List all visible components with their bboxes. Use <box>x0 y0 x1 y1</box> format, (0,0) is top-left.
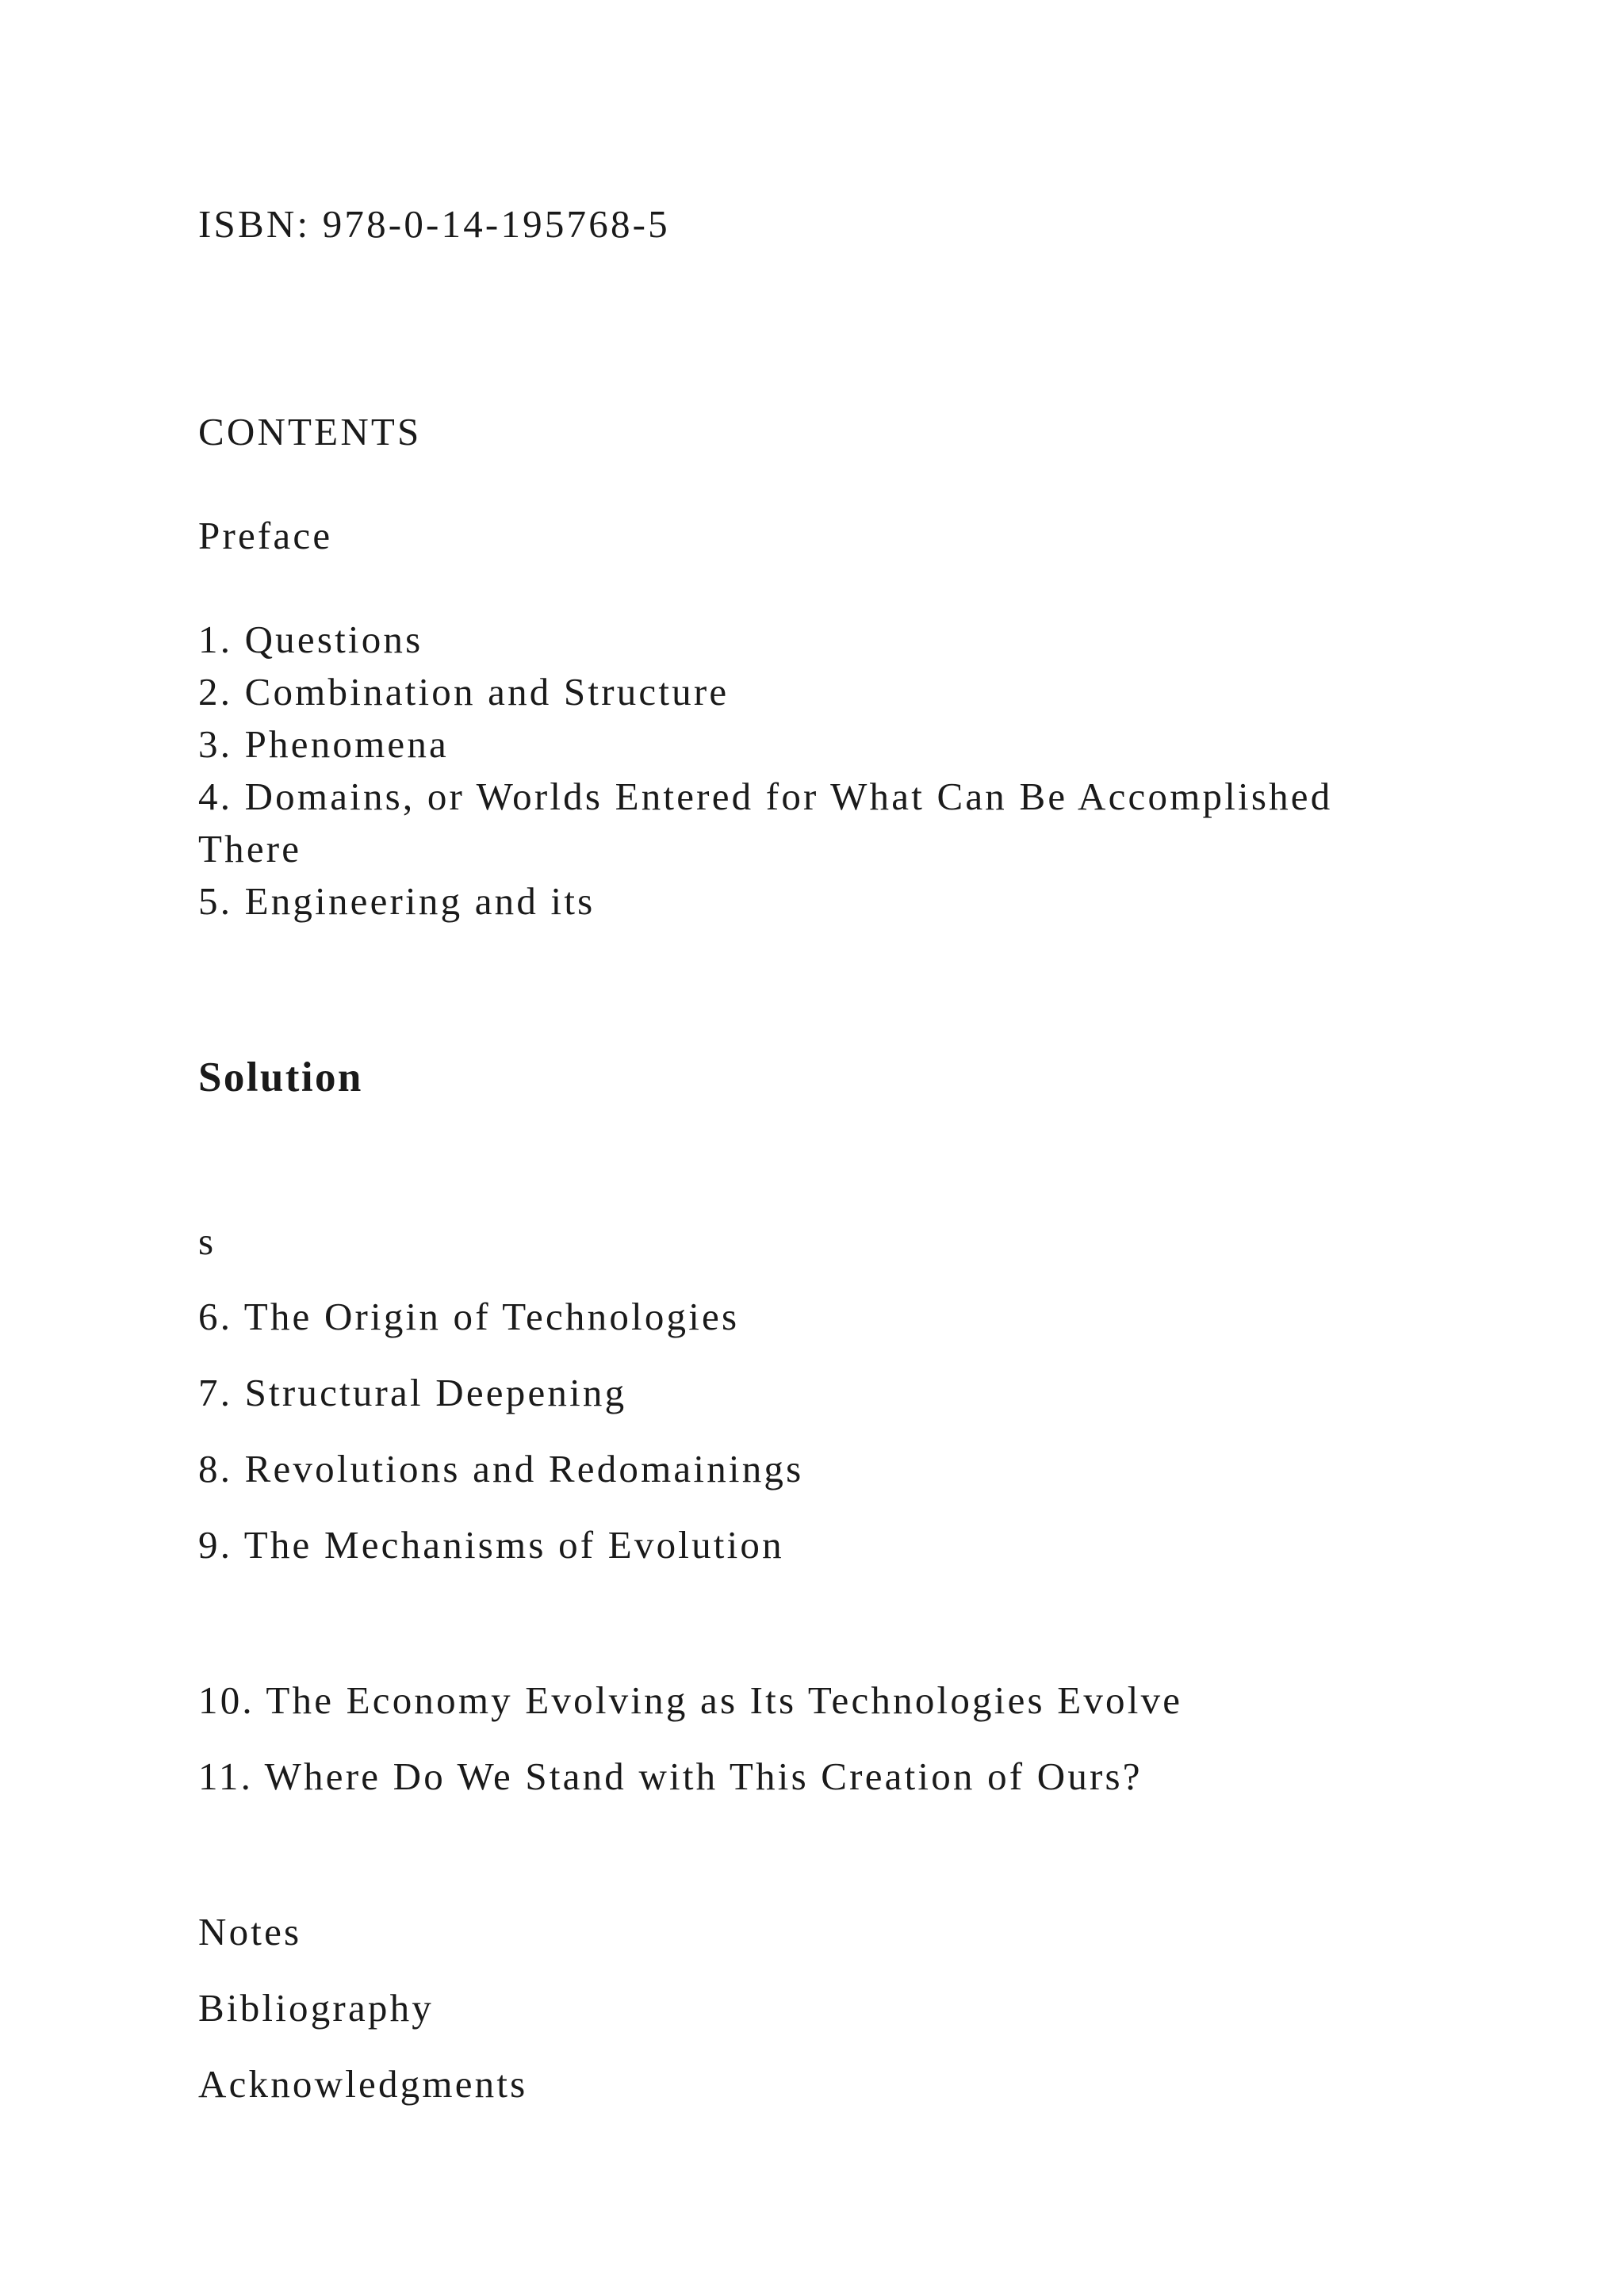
toc-chapter-8: 8. Revolutions and Redomainings <box>198 1447 804 1490</box>
toc-chapter-4: 4. Domains, or Worlds Entered for What Can Be Accomplished <box>198 775 1333 818</box>
contents-heading: CONTENTS <box>198 410 422 453</box>
toc-chapter-1: 1. Questions <box>198 618 423 661</box>
toc-chapter-3: 3. Phenomena <box>198 722 450 766</box>
solution-heading: Solution <box>198 1054 363 1100</box>
toc-chapter-2: 2. Combination and Structure <box>198 670 730 714</box>
isbn-line: ISBN: 978-0-14-195768-5 <box>198 202 670 246</box>
toc-chapter-7: 7. Structural Deepening <box>198 1371 627 1414</box>
toc-chapter-10: 10. The Economy Evolving as Its Technologies Evolve <box>198 1678 1183 1722</box>
toc-acknowledgments: Acknowledgments <box>198 2062 528 2106</box>
toc-chapter-6: 6. The Origin of Technologies <box>198 1295 740 1338</box>
toc-preface: Preface <box>198 514 333 557</box>
toc-chapter-11: 11. Where Do We Stand with This Creation of Ours? <box>198 1755 1143 1798</box>
stray-s-text: s <box>198 1219 216 1263</box>
toc-chapter-4-continued: There <box>198 827 302 871</box>
toc-bibliography: Bibliography <box>198 1986 434 2030</box>
toc-chapter-5: 5. Engineering and its <box>198 879 596 923</box>
toc-chapter-9: 9. The Mechanisms of Evolution <box>198 1523 784 1567</box>
toc-notes: Notes <box>198 1910 302 1954</box>
